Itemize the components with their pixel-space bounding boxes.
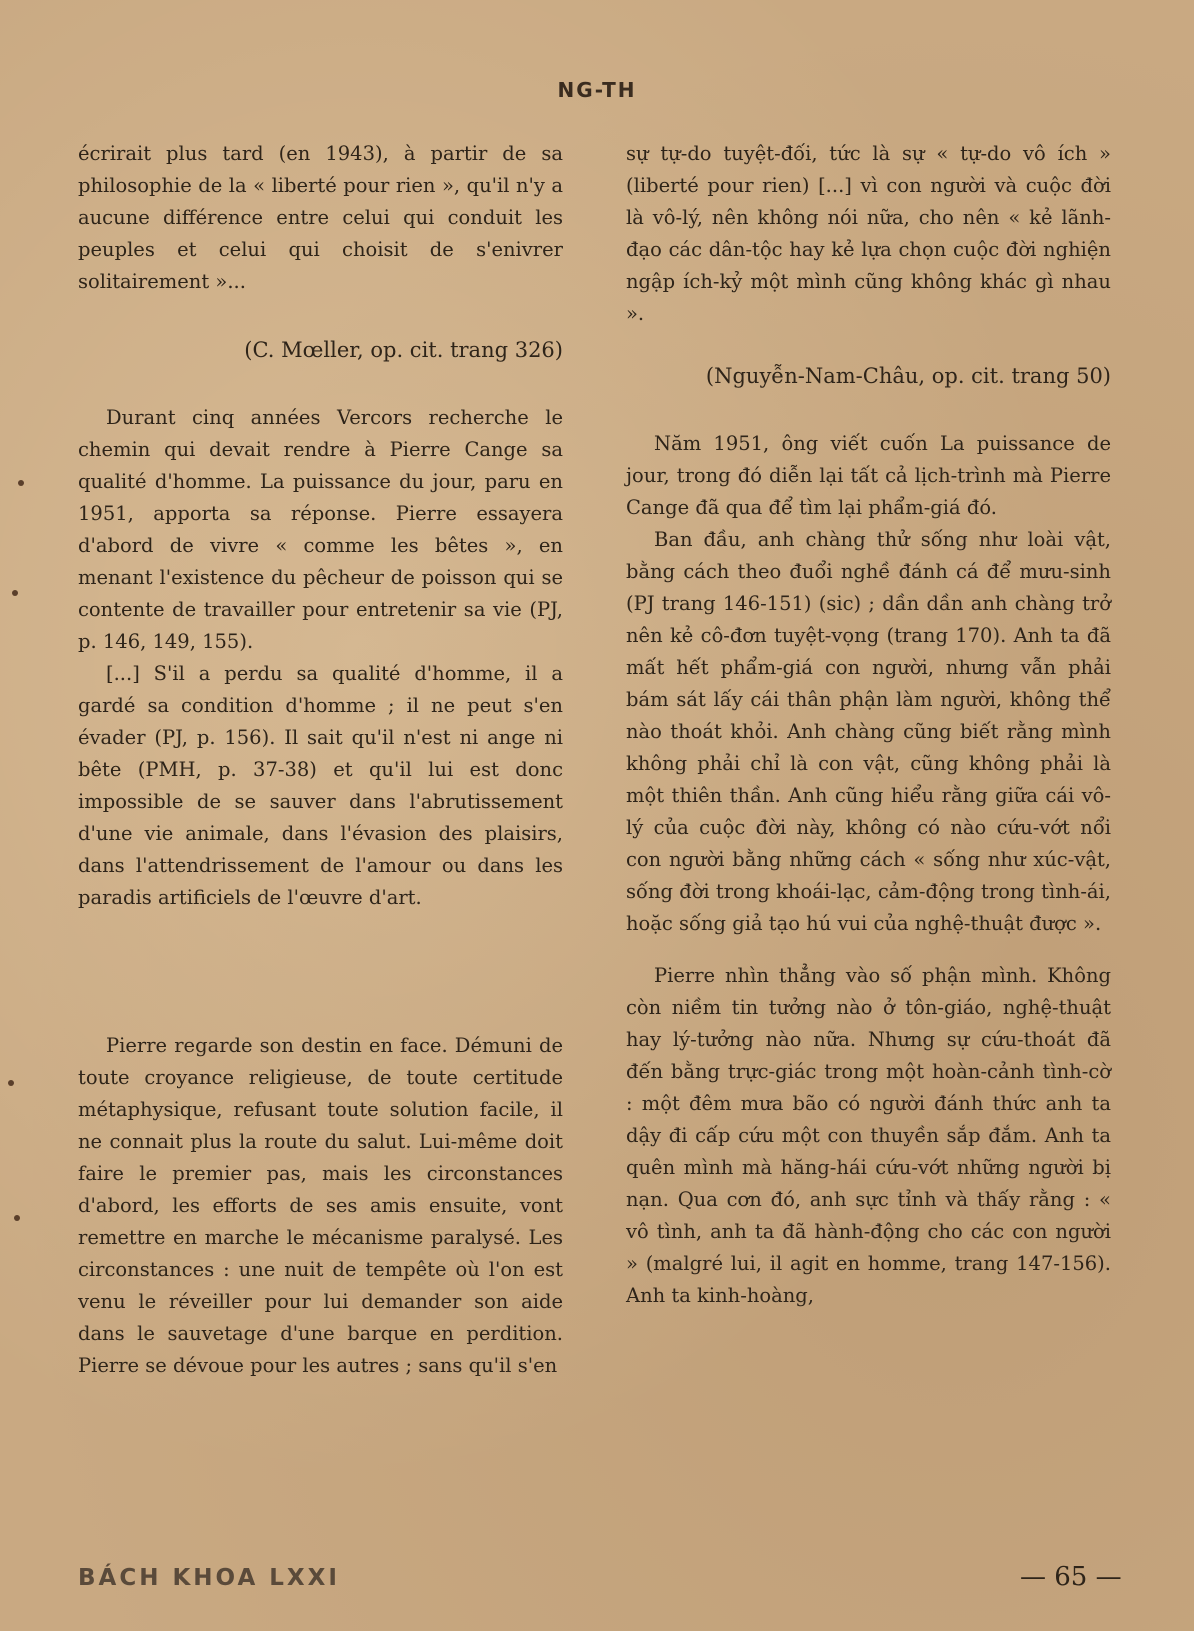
right-paragraph-4: Pierre nhìn thẳng vào số phận mình. Không còn niềm tin tưởng nào ở tôn-giáo, nghệ-thuật hay lý-tưởng nào nữa. Nhưng sự cứu-thoát đã đến bằng trực-giác trong một hoàn-cảnh tình-cờ : một đêm mưa bão có người đánh thức anh ta dậy đi cấp cứu một con thuyền sắp đắm. Anh ta quên mình mà hăng-hái cứu-vớt những người bị nạn. Qua cơn đó, anh sực tỉnh và thấy rằng : « vô tình, anh ta đã hành-động cho các con người » (malgré lui, il agit en homme, trang 147-156). Anh ta kinh-hoàng, [626,964,1111,1307]
left-paragraph-2: Durant cinq années Vercors recherche le chemin qui devait rendre à Pierre Cange sa qualité d'homme. La puissance du jour, paru en 1951, apporta sa réponse. Pierre essayera d'abord de vivre « comme les bêtes », en menant l'existence du pêcheur de poisson qui se contente de travailler pour entretenir sa vie (PJ, p. 146, 149, 155). [78,406,563,653]
paper-spot [18,480,24,486]
left-column [78,138,563,1382]
left-paragraph-4: Pierre regarde son destin en face. Démuni de toute croyance religieuse, de toute certitude métaphysique, refusant toute solution facile, il ne connait plus la route du salut. Lui-même doit faire le premier pas, mais les circonstances d'abord, les efforts de ses amis ensuite, vont remettre en marche le mécanisme paralysé. Les circonstances : une nuit de tempête où l'on est venu le réveiller pour lui demander son aide dans le sauvetage d'une barque en perdition. Pierre se dévoue pour les autres ; sans qu'il s'en [78,1034,563,1377]
right-citation: (Nguyễn-Nam-Châu, op. cit. trang 50) [705,364,1111,388]
journal-name: BÁCH KHOA LXXI [78,1565,340,1591]
left-paragraph-3: [...] S'il a perdu sa qualité d'homme, il a gardé sa condition d'homme ; il ne peut s'en évader (PJ, p. 156). Il sait qu'il n'est ni ange ni bête (PMH, p. 37-38) et qu'il lui est donc impossible de se sauver dans l'abrutissement d'une vie animale, dans l'évasion des plaisirs, dans l'attendrissement de l'amour ou dans les paradis artificiels de l'œuvre d'art. [78,662,563,909]
right-paragraph-3: Ban đầu, anh chàng thử sống như loài vật, bằng cách theo đuổi nghề đánh cá để mưu-sinh (PJ trang 146-151) (sic) ; dần dần anh chàng trở nên kẻ cô-đơn tuyệt-vọng (trang 170). Anh ta đã mất hết phẩm-giá con người, nhưng vẫn phải bám sát lấy cái thân phận làm người, không thể nào thoát khỏi. Anh chàng cũng biết rằng mình không phải chỉ là con vật, cũng không phải là một thiên thần. Anh cũng hiểu rằng giữa cái vô-lý của cuộc đời này, không có nào cứu-vớt nổi con người bằng những cách « sống như xúc-vật, sống đời trong khoái-lạc, cảm-động trong tình-ái, hoặc sống giả tạo hú vui của nghệ-thuật được ». [626,528,1111,935]
right-column [626,138,1111,1312]
page-number: — 65 — [1020,1562,1122,1592]
paper-spot [12,590,18,596]
left-paragraph-1: écrirait plus tard (en 1943), à partir de sa philosophie de la « liberté pour rien », qu'il n'y a aucune différence entre celui qui conduit les peuples et celui qui choisit de s'enivrer solitairement »... [78,142,563,293]
paper-spot [14,1215,20,1221]
right-paragraph-2: Năm 1951, ông viết cuốn La puissance de jour, trong đó diễn lại tất cả lịch-trình mà Pierre Cange đã qua để tìm lại phẩm-giá đó. [626,432,1111,519]
right-paragraph-1: sự tự-do tuyệt-đối, tức là sự « tự-do vô ích » (liberté pour rien) [...] vì con người và cuộc đời là vô-lý, nên không nói nữa, cho nên « kẻ lãnh-đạo các dân-tộc hay kẻ lựa chọn cuộc đời nghiện ngập ích-kỷ một mình cũng không khác gì nhau ». [626,142,1111,325]
running-header: NG-TH [557,78,637,102]
paper-spot [8,1080,14,1086]
left-citation: (C. Mœller, op. cit. trang 326) [244,338,563,362]
